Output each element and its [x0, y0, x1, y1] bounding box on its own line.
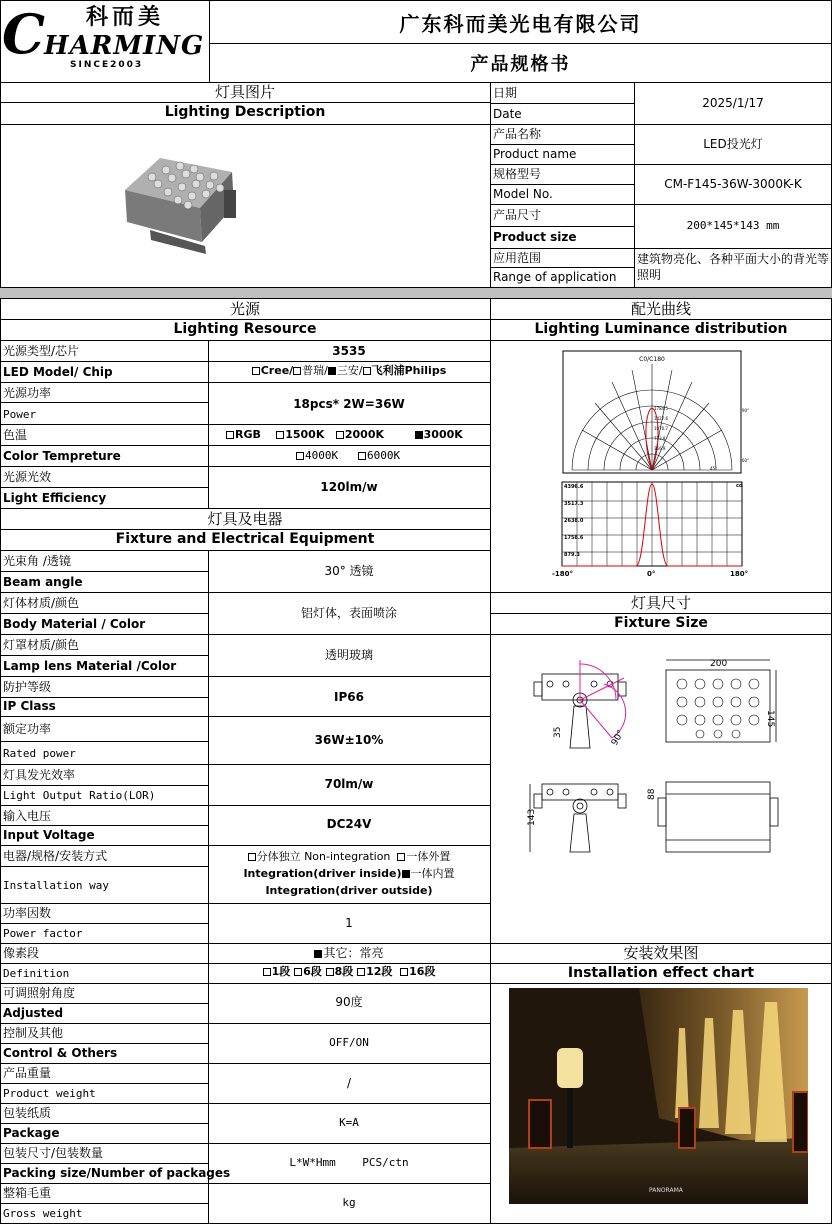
cartesian-curve-chart	[540, 480, 752, 582]
gross-weight-cn: 整箱毛重	[3, 1186, 52, 1200]
pixel-en: Definition	[3, 967, 70, 980]
pic-title-cn: 灯具图片	[214, 83, 275, 101]
seg-12-checkbox	[357, 968, 365, 976]
external-driver-checkbox	[397, 853, 405, 861]
rated-power-en: Rated power	[3, 747, 76, 760]
logo-en: HARMING	[44, 31, 205, 61]
chip-value: 3535	[332, 344, 366, 358]
company-logo	[2, 2, 208, 80]
adjust-cn: 可调照射角度	[3, 986, 76, 1000]
pixel-other-checkbox	[314, 950, 322, 958]
install-way-options: 分体独立 Non-integration 一体外置 Integration(driver inside) 一体内置 Integration(driver outside)	[243, 850, 455, 897]
package-en: Package	[3, 1126, 60, 1140]
power-en: Power	[3, 408, 37, 421]
cct-2000k-checkbox	[336, 431, 344, 439]
chip-en: LED Model/ Chip	[3, 365, 113, 379]
info-size-en: Product size	[493, 230, 577, 244]
info-name-en: Product name	[493, 147, 577, 161]
install-title-cn: 安装效果图	[623, 944, 699, 962]
cct-1500k-checkbox	[276, 431, 284, 439]
info-name-cn: 产品名称	[493, 127, 542, 141]
non-integration-checkbox	[248, 853, 256, 861]
installation-photo	[509, 988, 808, 1204]
cct-6000k-checkbox	[358, 452, 366, 460]
ip-value: IP66	[334, 690, 364, 704]
seg-16-checkbox	[400, 968, 408, 976]
ip-cn: 防护等级	[3, 680, 52, 694]
lamp-photo	[120, 150, 245, 260]
efficiency-value: 120lm/w	[320, 480, 378, 494]
info-name-value: LED投光灯	[703, 137, 763, 151]
lens-material-cn: 灯罩材质/颜色	[3, 638, 80, 652]
weight-value: /	[346, 1076, 352, 1090]
install-way-cn: 电器/规格/安装方式	[3, 849, 108, 863]
beam-en: Beam angle	[3, 575, 83, 589]
chip-philips-checkbox	[363, 367, 371, 375]
cct-cn: 色温	[3, 428, 28, 442]
rated-power-value: 36W±10%	[314, 733, 384, 747]
control-cn: 控制及其他	[3, 1026, 64, 1040]
efficiency-cn: 光源光效	[3, 470, 52, 484]
ring-label-2: 713.8	[654, 436, 666, 441]
corner-label: cd	[736, 483, 743, 489]
logo-since: SINCE2003	[70, 60, 144, 70]
seg-1-checkbox	[263, 968, 271, 976]
adjust-en: Adjusted	[3, 1006, 64, 1020]
x-tick-left: -180°	[552, 570, 574, 578]
ring-label-5: 1784.5	[654, 406, 668, 411]
package-value: K=A	[339, 1116, 359, 1129]
pack-size-en: Packing size/Number of packages	[3, 1166, 231, 1180]
lum-title-en: Lighting Luminance distribution	[534, 321, 788, 337]
dim-143: 143	[527, 808, 537, 826]
body-material-en: Body Material / Color	[3, 617, 146, 631]
dim-145: 145	[765, 710, 775, 728]
ring-label-1: 356.9	[654, 446, 666, 451]
lor-en: Light Output Ratio(LOR)	[3, 789, 156, 802]
ring-label-3: 1070.7	[654, 426, 668, 431]
y-tick-2: 3517.3	[564, 501, 584, 507]
y-tick-1: 4396.6	[564, 484, 584, 490]
install-title-en: Installation effect chart	[567, 965, 755, 981]
info-model-cn: 规格型号	[493, 167, 542, 181]
beam-cn: 光束角 /透镜	[3, 554, 71, 568]
section-divider	[0, 287, 832, 299]
dim-200: 200	[710, 659, 728, 669]
y-tick-5: 879.3	[564, 552, 580, 558]
info-size-value: 200*145*143 mm	[686, 219, 780, 232]
internal-driver-checkbox	[402, 870, 410, 878]
y-tick-4: 1758.6	[564, 535, 584, 541]
info-model-en: Model No.	[493, 187, 553, 201]
dim-90: 90°	[609, 728, 627, 748]
pf-value: 1	[345, 916, 353, 930]
info-model-value: CM-F145-36W-3000K-K	[664, 177, 802, 191]
body-material-cn: 灯体材质/颜色	[3, 596, 80, 610]
source-title-cn: 光源	[229, 300, 260, 318]
voltage-en: Input Voltage	[3, 828, 95, 842]
cct-options-1: RGB 1500K 2000K 3000K	[226, 428, 463, 442]
control-value: OFF/ON	[329, 1036, 369, 1049]
fixture-title-cn: 灯具及电器	[207, 510, 283, 528]
lens-material-en: Lamp lens Material /Color	[3, 659, 177, 673]
fixture-title-en: Fixture and Electrical Equipment	[115, 531, 375, 547]
cct-4000k-checkbox	[296, 452, 304, 460]
lor-cn: 灯具发光效率	[3, 768, 76, 782]
source-title-en: Lighting Resource	[173, 321, 317, 337]
pack-size-value: L*W*Hmm PCS/ctn	[289, 1156, 409, 1169]
seg-6-checkbox	[294, 968, 302, 976]
weight-cn: 产品重量	[3, 1066, 52, 1080]
info-date-cn: 日期	[493, 86, 518, 100]
gross-weight-value: kg	[342, 1196, 356, 1209]
package-cn: 包装纸质	[3, 1106, 52, 1120]
ring-label-4: 1427.6	[654, 416, 668, 421]
polar-label-90: 90°	[742, 408, 750, 413]
chip-sanan-checkbox	[328, 367, 336, 375]
dim-88: 88	[647, 788, 657, 800]
polar-title: C0/C180	[639, 356, 665, 363]
polar-label-60: 60°	[742, 458, 750, 463]
chip-puri-checkbox	[293, 367, 301, 375]
polar-label-45: 45°	[710, 466, 718, 471]
info-size-cn: 产品尺寸	[493, 208, 542, 222]
y-tick-3: 2638.0	[564, 518, 584, 524]
logo-c: C	[2, 2, 45, 66]
info-range-en: Range of application	[493, 270, 617, 284]
photo-watermark: PANORAMA	[649, 1187, 683, 1194]
size-title-en: Fixture Size	[614, 615, 708, 631]
info-range-value: 建筑物亮化、各种平面大小的背光等照明	[637, 252, 830, 282]
cct-3000k-checkbox	[415, 431, 423, 439]
pack-size-cn: 包装尺寸/包装数量	[3, 1146, 104, 1160]
info-date-en: Date	[493, 107, 522, 121]
chip-cn: 光源类型/芯片	[3, 344, 80, 358]
install-way-en: Installation way	[3, 879, 109, 892]
x-tick-center: 0°	[647, 570, 656, 578]
lum-title-cn: 配光曲线	[630, 300, 691, 318]
doc-title: 产品规格书	[470, 54, 571, 75]
chip-options: Cree/ 普瑞/ 三安/ 飞利浦Philips	[208, 364, 490, 378]
power-value: 18pcs* 2W=36W	[293, 397, 405, 411]
info-range-cn: 应用范围	[493, 251, 542, 265]
cct-en: Color Tempreture	[3, 449, 121, 463]
pf-en: Power factor	[3, 927, 83, 940]
body-material-value: 铝灯体，表面喷涂	[300, 606, 397, 620]
pixel-cn: 像素段	[3, 946, 40, 960]
info-date-value: 2025/1/17	[702, 96, 764, 110]
ip-en: IP Class	[3, 699, 56, 713]
voltage-cn: 输入电压	[3, 809, 52, 823]
pf-cn: 功率因数	[3, 906, 52, 920]
cct-options-2: 4000K 6000K	[296, 449, 400, 463]
power-cn: 光源功率	[3, 386, 52, 400]
pic-title-en: Lighting Description	[164, 104, 326, 120]
control-en: Control & Others	[3, 1046, 118, 1060]
x-tick-right: 180°	[730, 570, 749, 578]
gross-weight-en: Gross weight	[3, 1207, 83, 1220]
weight-en: Product weight	[3, 1087, 96, 1100]
cct-rgb-checkbox	[226, 431, 234, 439]
dim-35: 35	[553, 726, 563, 738]
pixel-options: 1段 6段 8段 12段 16段	[208, 965, 490, 979]
seg-8-checkbox	[326, 968, 334, 976]
dimension-drawing	[520, 654, 780, 860]
lens-material-value: 透明玻璃	[324, 648, 373, 662]
lor-value: 70lm/w	[324, 777, 374, 791]
chip-cree-checkbox	[252, 367, 260, 375]
logo-cn: 科而美	[86, 5, 165, 30]
adjust-value: 90度	[335, 995, 363, 1009]
pixel-other: 其它：常亮	[208, 946, 490, 960]
polar-curve-chart	[562, 350, 752, 476]
beam-value: 30° 透镜	[324, 564, 374, 578]
rated-power-cn: 额定功率	[3, 722, 52, 736]
size-title-cn: 灯具尺寸	[630, 594, 691, 612]
efficiency-en: Light Efficiency	[3, 491, 107, 505]
company-name: 广东科而美光电有限公司	[399, 12, 642, 36]
voltage-value: DC24V	[326, 817, 372, 831]
